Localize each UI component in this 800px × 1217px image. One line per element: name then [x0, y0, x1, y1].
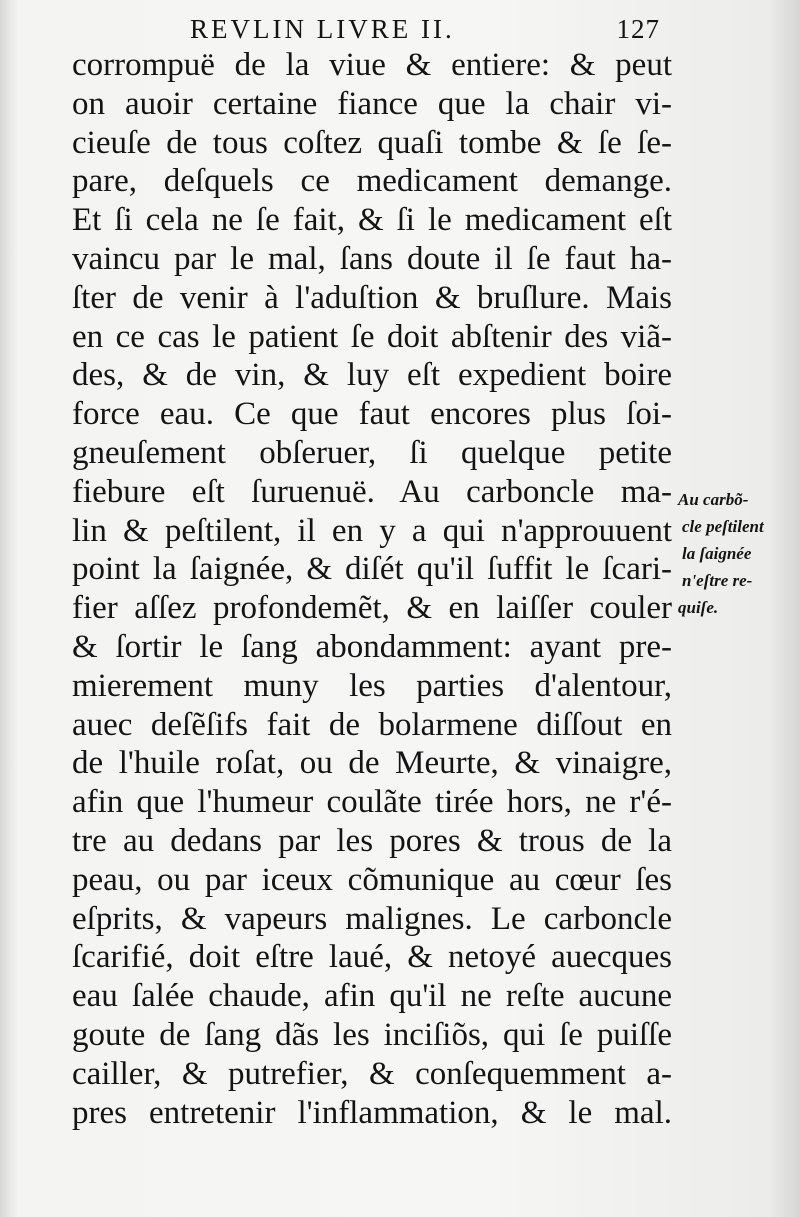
- text-line: force eau. Ce que faut encores plus ſoi-: [72, 396, 672, 433]
- text-line: mierement muny les parties d'alentour,: [72, 667, 672, 704]
- margin-note-line: quiſe.: [678, 598, 719, 617]
- text-line: pres entretenir l'inflammation, & le mal.: [72, 1094, 672, 1131]
- text-line: eſprits, & vapeurs malignes. Le carboncle: [72, 900, 672, 937]
- body-text: [72, 46, 672, 1132]
- text-line: ſter de venir à l'aduſtion & bruſlure. Mais: [72, 279, 672, 316]
- text-line: tre au dedans par les pores & trous de la: [72, 822, 672, 859]
- text-line: Et ſi cela ne ſe fait, & ſi le medicament eſt: [72, 202, 672, 239]
- text-line: lin & peſtilent, il en y a qui n'approuuent: [72, 512, 672, 549]
- text-line: on auoir certaine fiance que la chair vi-: [72, 85, 672, 122]
- margin-note-line: la ſaignée: [682, 544, 752, 563]
- running-title: REVLIN LIVRE II.: [190, 14, 455, 44]
- text-line: fier aſſez profondemẽt, & en laiſſer couler: [72, 590, 672, 627]
- text-line: eau ſalée chaude, afin qu'il ne reſte aucune: [72, 978, 672, 1015]
- text-line: en ce cas le patient ſe doit abſtenir des viã-: [72, 318, 672, 355]
- text-line: gneuſement obſeruer, ſi quelque petite: [72, 434, 672, 471]
- margin-note-line: Au carbõ-: [678, 490, 749, 509]
- text-line: pare, deſquels ce medicament demange.: [72, 163, 672, 200]
- text-line: & ſortir le ſang abondamment: ayant pre-: [72, 628, 672, 665]
- text-line: fiebure eſt ſuruenuë. Au carboncle ma-: [72, 473, 672, 510]
- margin-note: [678, 486, 796, 621]
- margin-note-line: cle peſtilent: [682, 517, 764, 536]
- text-line: corrompuë de la viue & entiere: & peut: [72, 47, 672, 83]
- text-line: cieuſe de tous coſtez quaſi tombe & ſe ſe-: [72, 124, 672, 161]
- text-line: afin que l'humeur coulãte tirée hors, ne r'é-: [72, 784, 672, 821]
- text-line: cailler, & putrefier, & conſequemment a-: [72, 1055, 672, 1092]
- text-line: point la ſaignée, & diſét qu'il ſuffit le ſcari-: [72, 551, 672, 588]
- text-line: goute de ſang dãs les inciſiõs, qui ſe puiſſe: [72, 1016, 672, 1053]
- margin-note-line: n'eſtre re-: [682, 571, 753, 590]
- text-line: des, & de vin, & luy eſt expedient boire: [72, 357, 672, 394]
- text-line: auec deſẽſifs fait de bolarmene diſſout en: [72, 706, 672, 743]
- running-head: [190, 14, 660, 50]
- text-line: vaincu par le mal, ſans doute il ſe faut ha-: [72, 240, 672, 277]
- page-number: 127: [616, 14, 660, 44]
- text-line: de l'huile roſat, ou de Meurte, & vinaigre,: [72, 745, 672, 782]
- text-line: peau, ou par iceux cõmunique au cœur ſes: [72, 861, 672, 898]
- text-line: ſcarifié, doit eſtre laué, & netoyé auecques: [72, 939, 672, 976]
